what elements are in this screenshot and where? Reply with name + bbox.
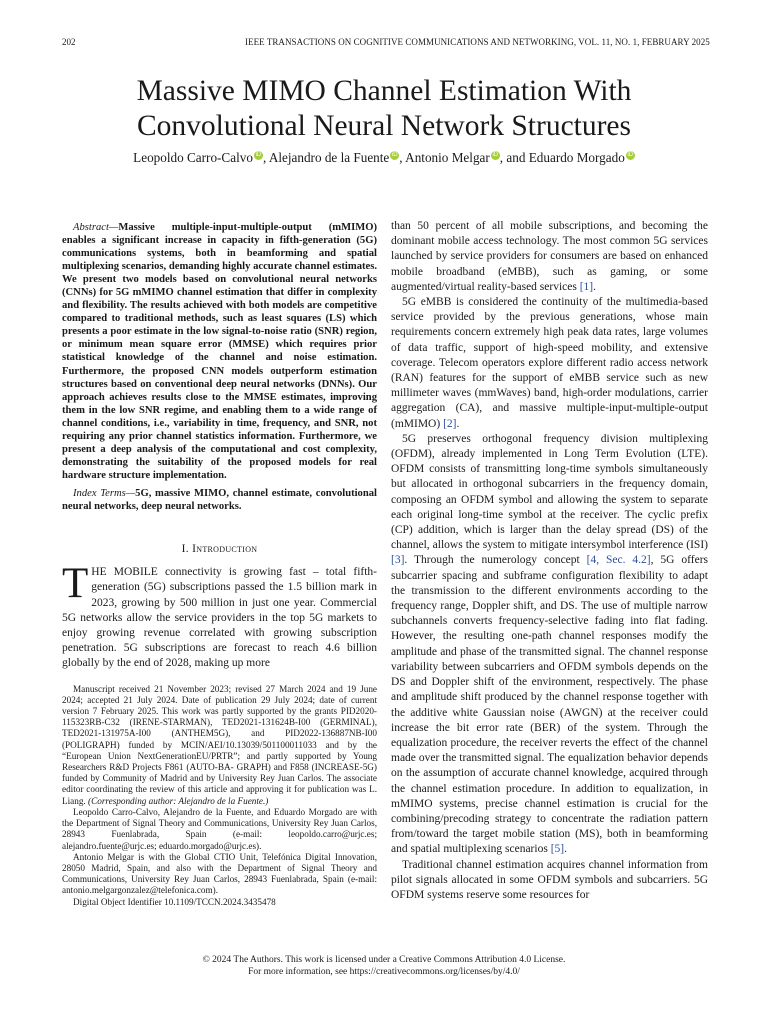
license-line-1	[40, 955, 728, 967]
doi[interactable]: Digital Object Identifier 10.1109/TCCN.2024.3435478	[73, 896, 276, 907]
manuscript-note	[62, 684, 377, 807]
intro-lead-caps: HE MOBILE	[91, 566, 158, 579]
affiliation-1: Leopoldo Carro-Calvo, Alejandro de la Fuente, and Eduardo Morgado are with the Department of Signal Theory and Communications, University Rey Juan Carlos, 28943 Fuenlabrada, Spain (e-mail: leopoldo.carro@urjc.es; alejandro.fuente@urjc.es; eduardo.morgado@urjc.es).	[62, 806, 377, 851]
license-line-2[interactable]: For more information, see https://creativecommons.org/licenses/by/4.0/	[248, 966, 520, 977]
citation-link[interactable]: [4, Sec. 4.2]	[586, 554, 651, 567]
author-separator: ,	[399, 150, 406, 165]
index-terms	[62, 487, 377, 513]
footnotes	[62, 684, 377, 908]
citation-link[interactable]: [2]	[443, 417, 457, 430]
abstract-text: Massive multiple-input-multiple-output (mMIMO) enables a significant increase in capacity in fifth-generation (5G) communications systems, both in beamforming and spatial multiplexing scenarios, demanding highly accurate channel estimates. We present two models based on convolutional neural networks (CNNs) for 5G mMIMO channel estimation that differ in complexity and flexibility. The results achieved with both models are competitive compared to traditional methods, such as least squares (LS) which presents a poor estimate in the low signal-to-noise ratio (SNR) region, or minimum mean square error (MMSE) which requires prior statistical knowledge of the channel and noise estimation. Furthermore, the proposed CNN models outperform estimation structures based on conventional deep neural networks (DNNs). Our approach achieves results close to the MMSE estimates, improving them in the low SNR regime, and enabling them to a wide range of channel conditions, i.e., variability in time, frequency, and SNR, not requiring any prior channel statistics information. Furthermore, we present a deep analysis of the computational and cost complexity, demonstrating the suitability of the proposed models for real hardware structure implementation.	[62, 222, 377, 481]
paragraph	[391, 295, 708, 432]
paragraph-text: .	[593, 280, 597, 293]
affiliation-2: Antonio Melgar is with the Global CTIO Unit, Telefónica Digital Innovation, 28050 Madrid, Spain, and also with the Department of Signal Theory and Communications, University Rey Juan Carlos, 28943 Fuenlabrada, Spain (e-mail: antonio.melgargonzalez@telefonica.com).	[62, 851, 377, 896]
paragraph	[391, 432, 708, 858]
title-line-2: Convolutional Neural Network Structures	[136, 110, 632, 142]
orcid-icon[interactable]: iD	[492, 152, 499, 158]
paragraph-text: . Through the numerology concept	[404, 554, 587, 567]
citation-link[interactable]: [5]	[550, 843, 565, 856]
paragraph-text: 5G preserves orthogonal frequency division multiplexing (OFDM), already implemented in Long Term Evolution (LTE). OFDM consists of transmitting long-time symbols simultaneously but allocated in orthogonal subcarriers in the frequency domain, composing an OFDM symbol and allowing the system to separate each original long-time symbol at the receiver. The cyclic prefix (CP) addition, which is larger than the delay spread (DS) of the channel, allows the system to mitigate intersymbol interference (ISI)	[391, 432, 708, 552]
paragraph-text: than 50 percent of all mobile subscriptions, and becoming the dominant mobile access technology. The most common 5G services launched by service providers for consumers are based on enhanced mobile broadband (eMBB), such as gaming, or some augmented/virtual reality-based services	[391, 220, 708, 293]
paragraph-text: , 5G offers subcarrier spacing and subframe configuration flexibility to adapt the transmission to the different environments according to the frequency range, Doppler shift, and DS. The use of multiple narrow subchannels converts frequency-selective fading into flat fading. However, the resulting one-path channel responses modify the amplitude and phase of the transmitted signal. The channel response variability between subcarriers and OFDM symbols depends on the DS and Doppler shift of the environment, respectively. The phase and amplitude shift produced by the channel response together with the additive white Gaussian noise (AWGN) at the receiver could increase the bit error rate (BER) of the system. Through the equalization procedure, the receiver reverts the effect of the channel made over the transmitted signal. The equalization behavior depends on the assumption of accurate channel knowledge, acquired through the channel estimation procedure. In addition to equalization, in mMIMO systems, precise channel estimation is crucial for the combining/precoding strategy to concentrate the radiation pattern from/toward the target mobile station (MS), both in beamforming and spatial multiplexing scenarios	[391, 554, 708, 856]
paragraph	[391, 219, 708, 295]
paragraph-text: .	[456, 417, 460, 430]
author-name: Eduardo Morgado	[528, 150, 625, 165]
intro-paragraph	[62, 560, 377, 671]
section-number: I.	[181, 543, 189, 556]
right-column	[391, 219, 708, 903]
orcid-icon[interactable]: iD	[255, 152, 262, 158]
abstract-label: Abstract—	[73, 222, 119, 233]
orcid-icon[interactable]: iD	[391, 152, 398, 158]
manuscript-text: Manuscript received 21 November 2023; revised 27 March 2024 and 19 June 2024; accepted 21 July 2024. Date of publication 29 July 2024; date of current version 7 February 2025. This work was partly supported by the grants PID2020-115323RB-C32 (IRENE-STARMAN), TED2021-131624B-I00 (GERMINAL), TED2021-131975A-I00 (ANTHEM5G), and PID2022-136887NB-I00 (POLIGRAPH) funded by MCIN/AEI/10.13039/501100011033 and by the “European Union NextGenerationEU/PRTR”; and partly supported by Young Researchers R&D Projects F861 (AUTO-BA- GRAPH) and F858 (INCREASE-5G) funded by Community of Madrid and by University Rey Juan Carlos. The associate editor coordinating the review of this article and approving it for publication was L. Liang.	[62, 683, 377, 806]
author-name: Alejandro de la Fuente	[268, 150, 390, 165]
corresponding-author: (Corresponding author: Alejandro de la Fuente.)	[88, 795, 269, 806]
license-notice	[40, 955, 728, 978]
journal-header: IEEE TRANSACTIONS ON COGNITIVE COMMUNICATIONS AND NETWORKING, VOL. 11, NO. 1, FEBRUARY 2025	[245, 37, 710, 47]
paragraph: Traditional channel estimation acquires channel information from pilot signals allocated in some OFDM symbols and subcarriers. 5G OFDM systems reserve some resources for	[391, 858, 708, 901]
paragraph-text: 5G eMBB is considered the continuity of the multimedia-based service provided by the previous generations, whose main requirements concern extremely high peak data rates, large volumes of data traffic, support of high-speed mobility, and extensive coverage. Telecom operators explore different radio access network (RAN) features for the support of eMBB service such as new millimeter waves (mmWaves) band, high-order modulations, carrier aggregation (CA), and massive multiple-input-multiple-output (mMIMO)	[391, 296, 708, 430]
author-list	[40, 150, 728, 166]
drop-cap: T	[62, 560, 89, 608]
title-line-1: Massive MIMO Channel Estimation With	[136, 75, 632, 107]
author-separator: , and	[499, 150, 529, 165]
index-terms-text: 5G, massive MIMO, channel estimate, convolutional neural networks, deep neural networks.	[62, 487, 377, 512]
license-text: © 2024 The Authors. This work is licensed under a Creative Commons Attribution 4.0 License.	[202, 955, 566, 965]
intro-text: connectivity is growing fast – total fifth-generation (5G) subscriptions passed the 1.5 billion mark in 2023, growing by 500 million in just one year. Commercial 5G networks allow the service providers in the top 5G markets to enjoy growing revenue correlated with growing subscription penetration. 5G subscriptions are forecast to reach 4.6 billion globally by the end of 2028, making up more	[62, 566, 377, 670]
abstract	[62, 221, 377, 482]
section-heading	[62, 542, 377, 557]
page-number: 202	[62, 37, 76, 47]
author-name: Antonio Melgar	[405, 150, 490, 165]
paper-title	[40, 74, 728, 144]
orcid-icon[interactable]: iD	[627, 152, 634, 158]
paragraph-text: .	[564, 843, 567, 856]
left-column	[62, 221, 377, 908]
index-terms-label: Index Terms—	[73, 487, 136, 499]
author-name: Leopoldo Carro-Calvo	[133, 150, 253, 165]
author-separator: ,	[262, 150, 269, 165]
citation-link[interactable]: [3]	[391, 554, 405, 567]
section-title: Introduction	[192, 543, 258, 556]
citation-link[interactable]: [1]	[579, 280, 594, 293]
